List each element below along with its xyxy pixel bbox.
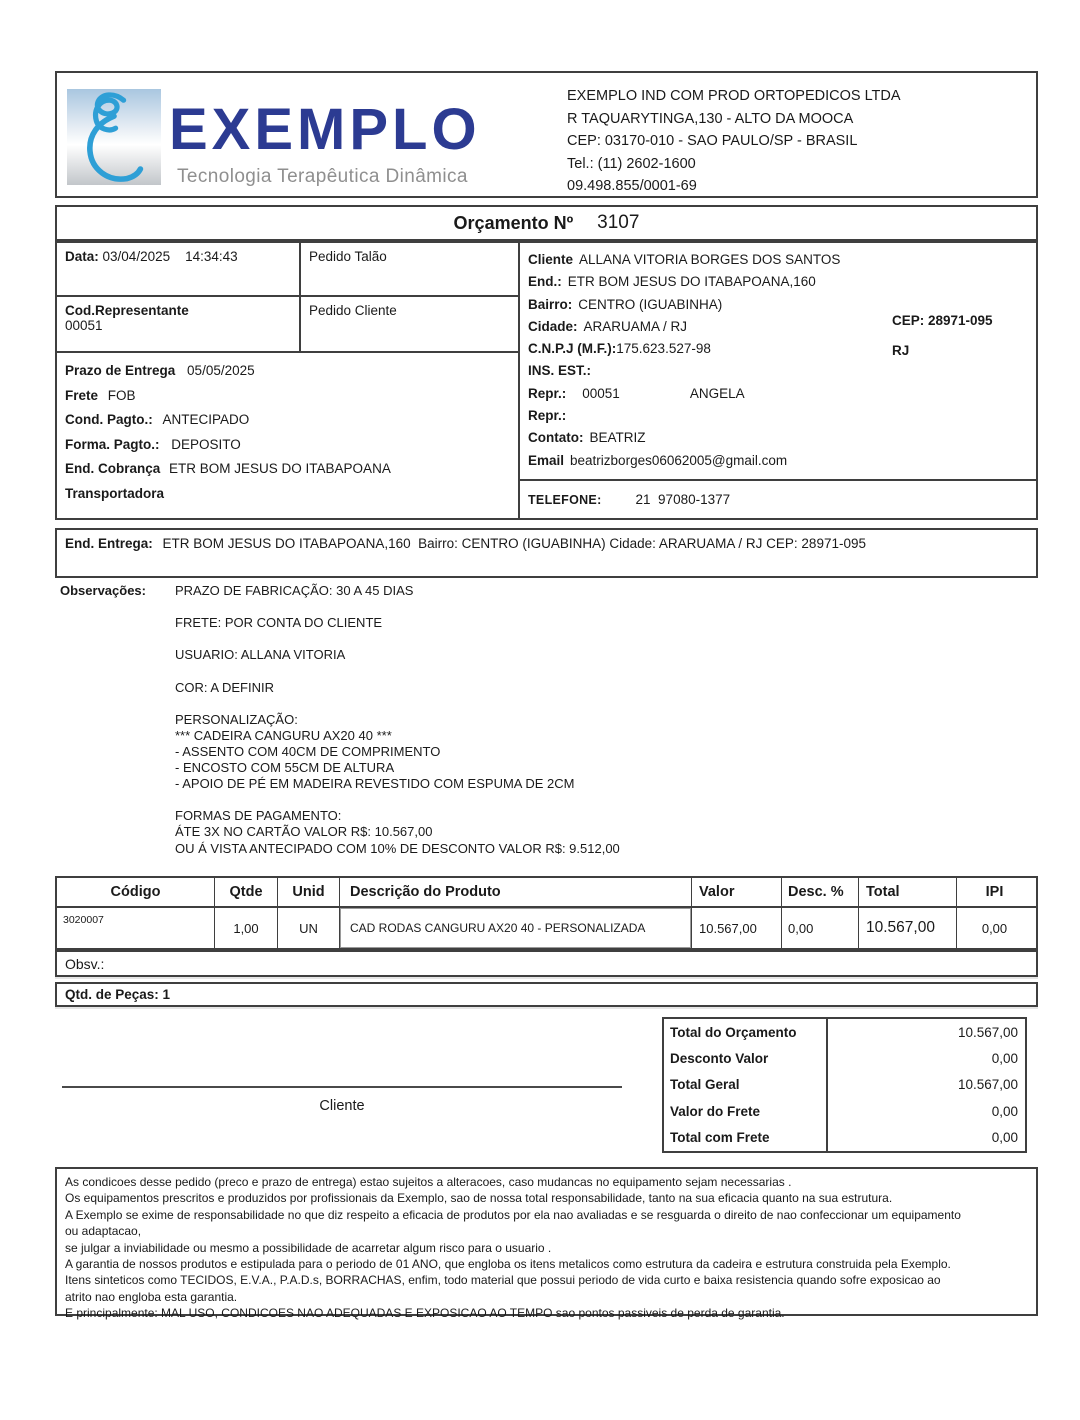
item-total: 10.567,00: [859, 908, 957, 948]
col-header-qtde: Qtde: [215, 878, 278, 906]
total-row: [664, 1098, 1025, 1124]
observacao-line: OU Á VISTA ANTECIPADO COM 10% DE DESCONTO VALOR R$: 9.512,00: [175, 840, 620, 856]
total-row: [664, 1045, 1025, 1071]
end-entrega-value: ETR BOM JESUS DO ITABAPOANA,160 Bairro: CENTRO (IGUABINHA) Cidade: ARARUAMA / RJ CEP: 28971-095: [162, 536, 866, 551]
pedido-cliente-label: Pedido Cliente: [309, 303, 397, 318]
cod-representante-label: Cod.Representante: [65, 303, 189, 318]
items-table-header: [57, 878, 1036, 908]
end-entrega-cell: [55, 528, 1038, 578]
valor-frete-label: Valor do Frete: [664, 1098, 828, 1124]
observacao-line: PERSONALIZAÇÃO:: [175, 711, 298, 727]
total-geral-label: Total Geral: [664, 1072, 828, 1098]
order-details-cell: [55, 351, 520, 520]
total-row: [664, 1019, 1025, 1045]
terms-line: A garantia de nossos produtos e estipulada para o periodo de 01 ANO, que engloba os itens metalicos como estrutura da cadeira e estrutura construida pela Exemplo.: [65, 1257, 951, 1272]
cond-pagto-value: ANTECIPADO: [162, 412, 250, 427]
signature-label: Cliente: [319, 1098, 365, 1114]
company-cnpj: 09.498.855/0001-69: [567, 178, 697, 194]
brand-name: EXEMPLO: [169, 97, 481, 162]
totals-box: [662, 1017, 1027, 1153]
table-row: [57, 908, 1036, 948]
client-cep: CEP: 28971-095: [892, 313, 993, 328]
total-row: [664, 1072, 1025, 1098]
order-date-cell: [55, 241, 301, 297]
desconto-valor-value: 0,00: [991, 1051, 1018, 1067]
frete-value: FOB: [107, 387, 136, 403]
observacao-line: [175, 696, 1015, 712]
repr-label: Repr.:: [528, 385, 567, 401]
client-uf: RJ: [892, 343, 910, 358]
email-label: Email: [528, 452, 565, 468]
observacao-line: [175, 631, 1015, 647]
transportadora-label: Transportadora: [65, 485, 165, 501]
observacao-line: - APOIO DE PÉ EM MADEIRA REVESTIDO COM ESPUMA DE 2CM: [175, 776, 575, 792]
bairro-value: CENTRO (IGUABINHA): [578, 296, 723, 312]
terms-line: ou adaptacao,: [65, 1224, 142, 1239]
repr-name: ANGELA: [689, 385, 745, 401]
exemplo-logo-mark: [67, 89, 161, 185]
observacoes-label: Observações:: [60, 583, 146, 598]
terms-line: A Exemplo se exime de responsabilidade no que diz respeito a eficacia de produtos por ela nao avaliadas e se resguarda o direito de nao confeccionar um equipamento: [65, 1207, 961, 1222]
repr2-label: Repr.:: [528, 408, 567, 424]
qtd-pecas-row: [55, 982, 1038, 1007]
company-info: [567, 85, 901, 198]
client-info-cell: [518, 241, 1038, 481]
forma-pagto-value: DEPOSITO: [171, 436, 241, 452]
total-row: [664, 1125, 1025, 1151]
col-header-descricao: Descrição do Produto: [340, 878, 692, 906]
total-orcamento-label: Total do Orçamento: [664, 1019, 828, 1045]
ins-est-label: INS. EST.:: [528, 363, 592, 379]
order-date-value: 03/04/2025 14:34:43: [102, 249, 238, 264]
observacao-line: [175, 599, 1015, 615]
exemplo-logo-swirl-icon: [67, 89, 161, 185]
client-end-label: End.:: [528, 274, 562, 290]
quote-number-label: Orçamento Nº: [453, 212, 574, 233]
prazo-entrega-label: Prazo de Entrega: [65, 363, 176, 378]
col-header-ipi: IPI: [985, 884, 1004, 900]
email-value: beatrizborges06062005@gmail.com: [570, 452, 788, 468]
qtd-pecas-label: Qtd. de Peças: 1: [65, 987, 171, 1002]
bairro-label: Bairro:: [528, 296, 573, 312]
item-desc-pct: 0,00: [782, 908, 859, 948]
total-geral-value: 10.567,00: [957, 1077, 1018, 1093]
obsv-label: Obsv.:: [65, 956, 105, 972]
item-qtde: 1,00: [215, 908, 278, 948]
total-orcamento-value: 10.567,00: [957, 1024, 1018, 1040]
item-unid: UN: [278, 908, 340, 948]
items-table: [55, 876, 1038, 950]
observacao-line: ÁTE 3X NO CARTÃO VALOR R$: 10.567,00: [175, 824, 433, 840]
telefone-label: TELEFONE:: [528, 492, 602, 507]
telefone-value: 21 97080-1377: [635, 492, 731, 507]
telefone-cell: [518, 479, 1038, 520]
observacao-line: COR: A DEFINIR: [175, 679, 274, 695]
cidade-value: ARARUAMA / RJ: [583, 318, 688, 334]
valor-frete-value: 0,00: [991, 1103, 1018, 1119]
terms-line: Itens sinteticos como TECIDOS, E.V.A., P.A.D.s, BORRACHAS, enfim, todo material que possui periodo de vida curto e baixa resistencia quando sofre exposicao ao: [65, 1273, 941, 1288]
cond-pagto-label: Cond. Pagto.:: [65, 412, 153, 427]
observacao-line: PRAZO DE FABRICAÇÃO: 30 A 45 DIAS: [175, 583, 414, 598]
terms-line: E principalmente: MAL USO, CONDICOES NAO ADEQUADAS E EXPOSICAO AO TEMPO sao pontos passiveis de perda de garantia.: [65, 1306, 785, 1321]
cliente-label: Cliente: [528, 252, 574, 267]
company-name: EXEMPLO IND COM PROD ORTOPEDICOS LTDA: [567, 88, 901, 104]
repr-code: 00051: [582, 385, 620, 401]
observacao-line: FORMAS DE PAGAMENTO:: [175, 808, 342, 824]
cod-representante-cell: [55, 295, 301, 353]
pedido-cliente-cell: [299, 295, 520, 353]
observacao-line: *** CADEIRA CANGURU AX20 40 ***: [175, 727, 392, 743]
observacao-line: FRETE: POR CONTA DO CLIENTE: [175, 615, 383, 631]
item-codigo: 3020007: [57, 908, 215, 948]
item-ipi: 0,00: [981, 920, 1008, 936]
forma-pagto-label: Forma. Pagto.:: [65, 436, 160, 452]
pedido-talao-label: Pedido Talão: [309, 249, 387, 264]
end-cobranca-label: End. Cobrança: [65, 461, 161, 476]
col-header-valor: Valor: [692, 878, 782, 906]
col-header-total: Total: [859, 878, 957, 906]
contato-value: BEATRIZ: [589, 430, 646, 446]
terms-line: Os equipamentos prescritos e produzidos por profissionais da Exemplo, sao de nossa total responsabilidade, tanto na sua eficacia quanto na sua estrutura.: [65, 1191, 893, 1206]
observacao-line: [175, 663, 1015, 679]
contato-label: Contato:: [528, 430, 584, 446]
company-cep: CEP: 03170-010 - SAO PAULO/SP - BRASIL: [567, 133, 858, 149]
col-header-codigo: Código: [57, 878, 215, 906]
terms-box: [55, 1167, 1038, 1321]
col-header-unid: Unid: [278, 878, 340, 906]
brand-tagline: Tecnologia Terapêutica Dinâmica: [177, 166, 468, 187]
cnpj-value: 175.623.527-98: [616, 341, 711, 357]
end-entrega-label: End. Entrega:: [65, 536, 153, 551]
terms-line: As condicoes desse pedido (preco e prazo de entrega) estao sujeitos a alteracoes, caso mudancas no equipamento sejam necessarias .: [65, 1175, 792, 1189]
client-end-value: ETR BOM JESUS DO ITABAPOANA,160: [567, 274, 816, 290]
cliente-value: ALLANA VITORIA BORGES DOS SANTOS: [579, 252, 841, 267]
observacao-line: USUARIO: ALLANA VITORIA: [175, 647, 346, 663]
total-com-frete-value: 0,00: [991, 1130, 1018, 1146]
quote-number-value: 3107: [597, 212, 640, 233]
item-valor: 10.567,00: [692, 908, 782, 948]
cnpj-label: C.N.P.J (M.F.):: [528, 341, 617, 357]
col-header-desc-pct: Desc. %: [782, 878, 859, 906]
end-cobranca-value: ETR BOM JESUS DO ITABAPOANA: [169, 461, 391, 476]
terms-line: atrito nao engloba esta garantia.: [65, 1289, 238, 1304]
document-header: [55, 71, 1038, 198]
observacao-line: - ASSENTO COM 40CM DE COMPRIMENTO: [175, 743, 441, 759]
order-date-label: Data:: [65, 249, 99, 264]
total-com-frete-label: Total com Frete: [664, 1125, 828, 1151]
frete-label: Frete: [65, 387, 99, 403]
observacao-line: - ENCOSTO COM 55CM DE ALTURA: [175, 760, 395, 776]
company-address: R TAQUARYTINGA,130 - ALTO DA MOOCA: [567, 110, 854, 127]
observacoes-content: [175, 583, 1015, 857]
obsv-row: [55, 950, 1038, 977]
cidade-label: Cidade:: [528, 318, 578, 334]
company-phone: Tel.: (11) 2602-1600: [567, 155, 696, 172]
terms-line: se julgar a inviabilidade ou mesmo a possibilidade de acarretar algum risco para o usuario .: [65, 1240, 552, 1255]
desconto-valor-label: Desconto Valor: [664, 1045, 828, 1071]
item-descricao: CAD RODAS CANGURU AX20 40 - PERSONALIZADA: [340, 908, 692, 948]
quote-number-bar: [55, 205, 1038, 241]
pedido-talao-cell: [299, 241, 520, 297]
cod-representante-value: 00051: [65, 318, 103, 333]
prazo-entrega-value: 05/05/2025: [187, 363, 255, 378]
signature-line: [62, 1086, 622, 1088]
observacao-line: [175, 792, 1015, 808]
